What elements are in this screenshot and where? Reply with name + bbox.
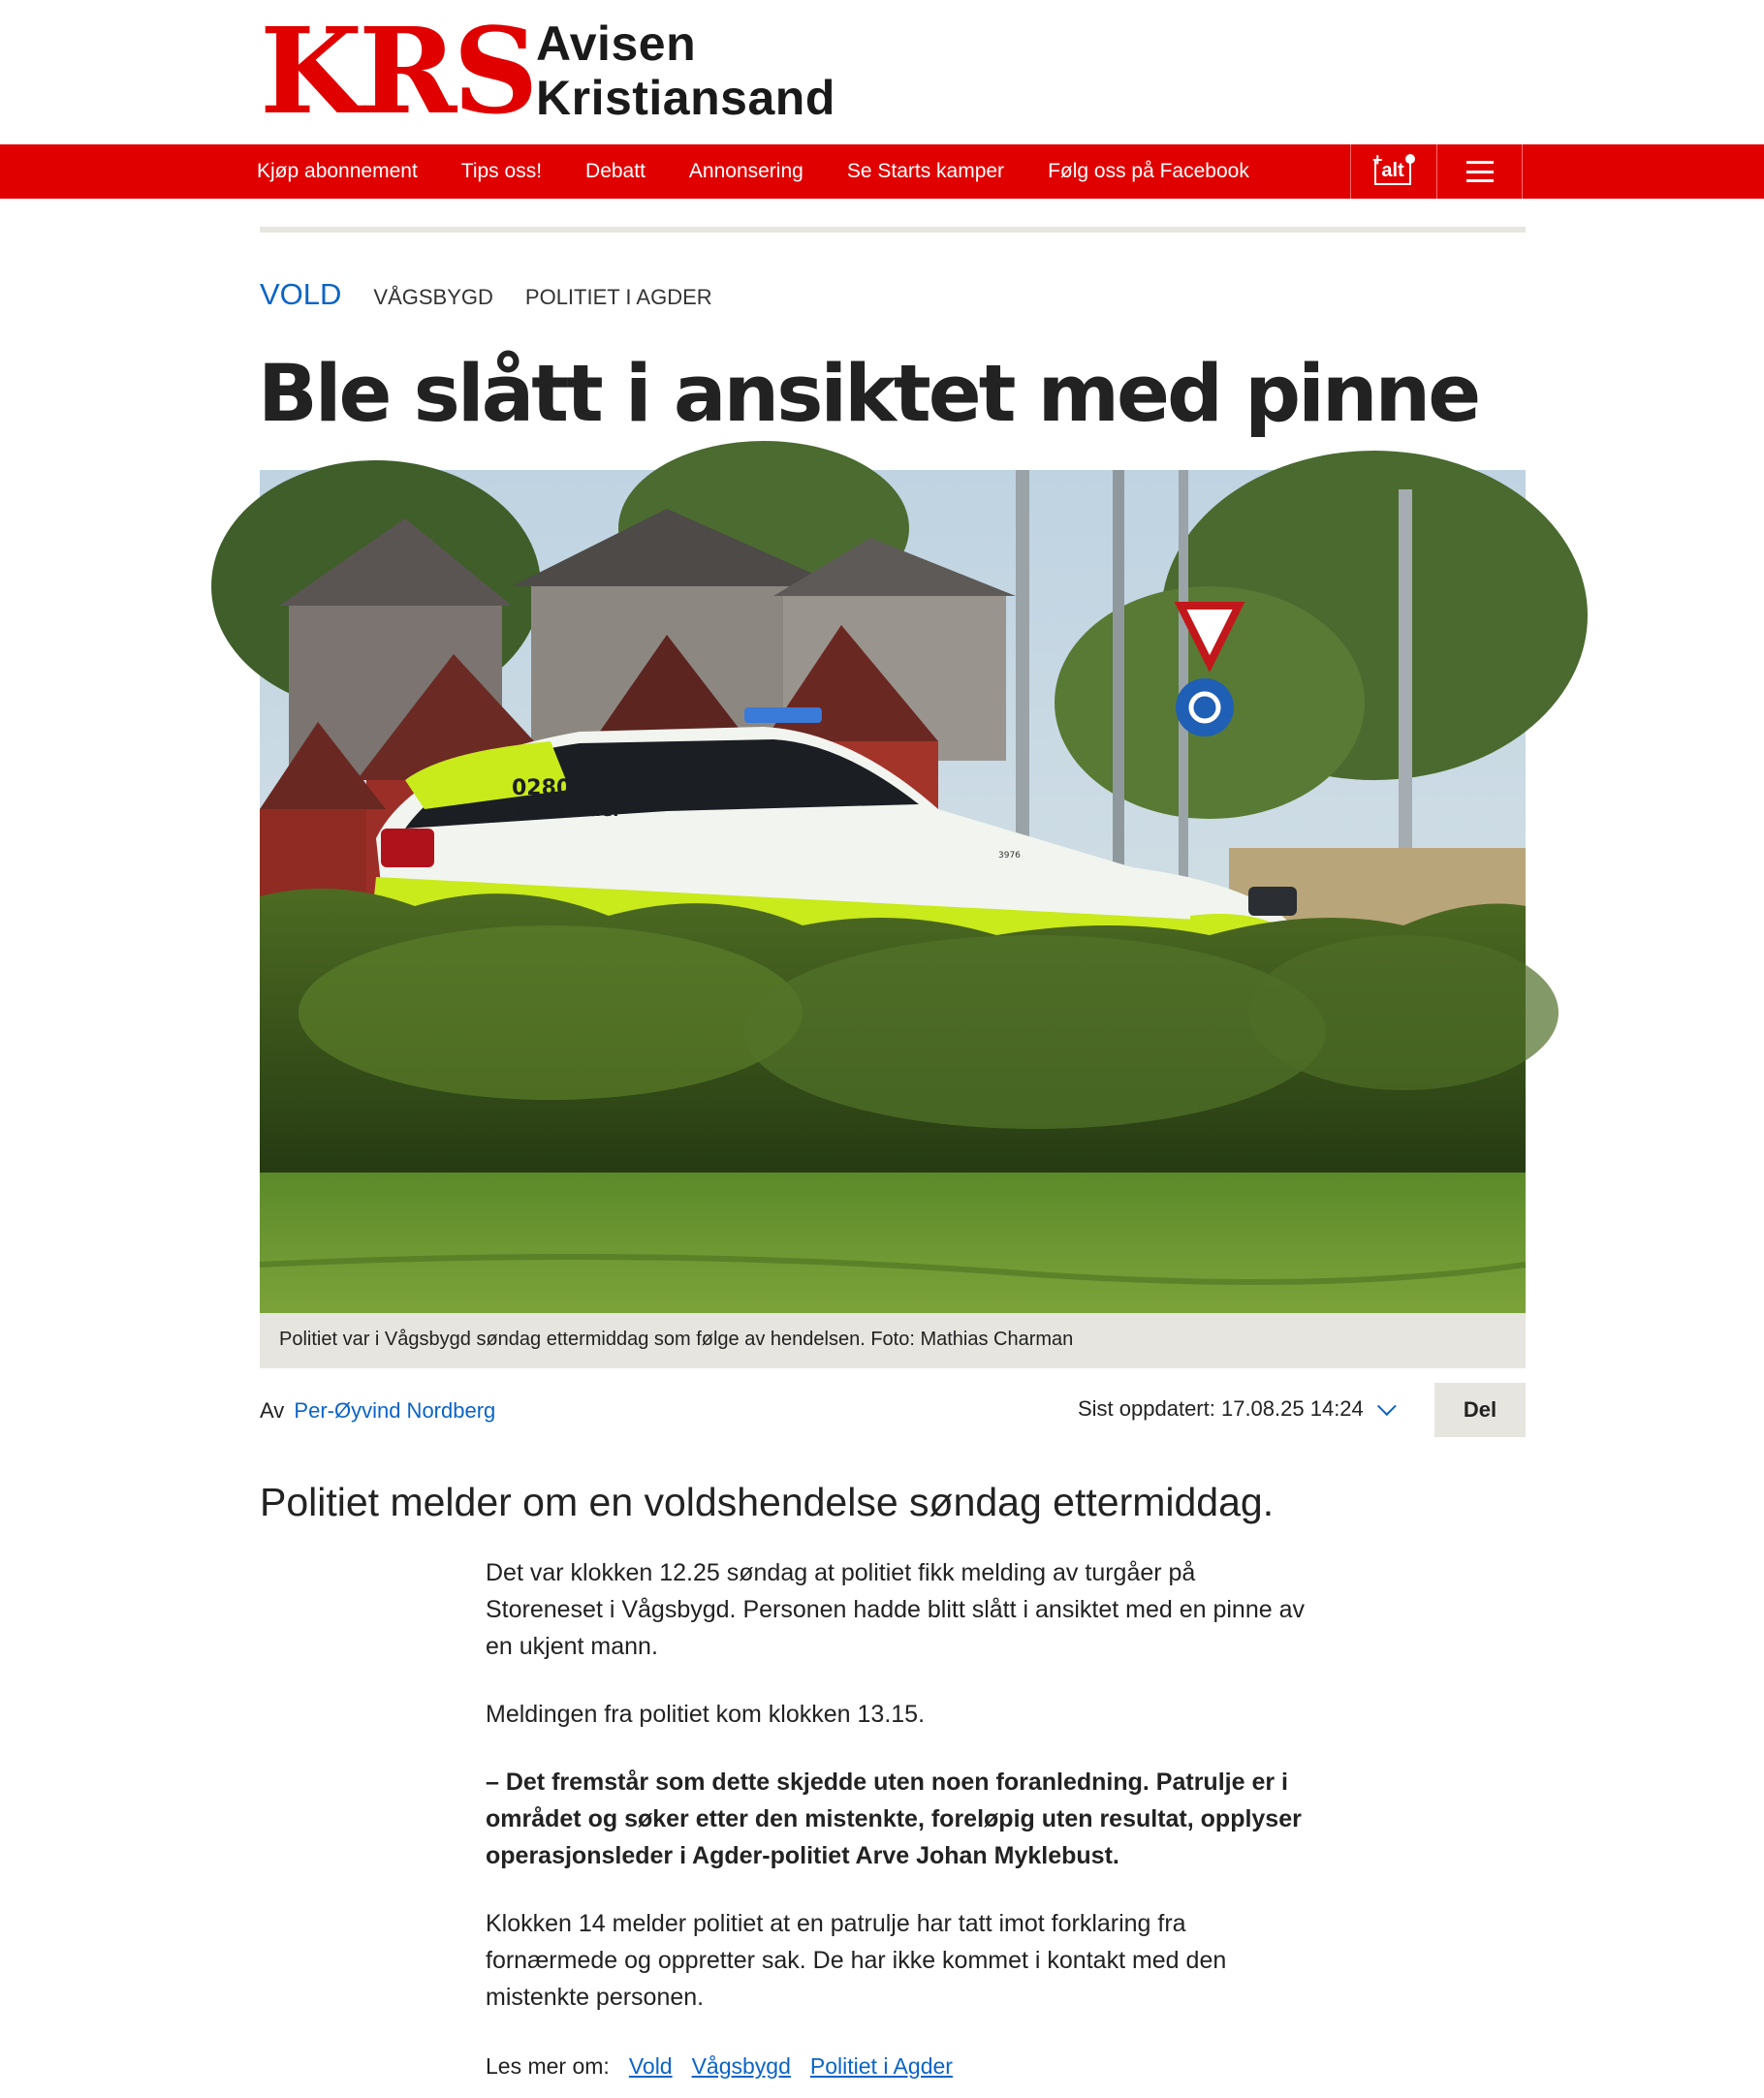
image-caption: Politiet var i Vågsbygd søndag ettermiddag som følge av hendelsen. Foto: Mathias Charman: [260, 1313, 1526, 1368]
main-nav: [0, 144, 1764, 199]
article-tags: [260, 277, 744, 312]
tag-vold[interactable]: VOLD: [260, 277, 342, 311]
menu-button[interactable]: [1436, 144, 1523, 199]
author-link[interactable]: Per-Øyvind Nordberg: [294, 1398, 496, 1423]
nav-item-annonsering[interactable]: Annonsering: [688, 160, 803, 182]
nav-item-facebook[interactable]: Følg oss på Facebook: [1048, 160, 1249, 182]
article-image[interactable]: [260, 470, 1526, 1313]
byline-prefix: Av: [260, 1398, 285, 1423]
read-more: [486, 2053, 953, 2080]
svg-text:02800: 02800: [512, 776, 586, 800]
masthead[interactable]: [260, 1, 835, 141]
nav-item-tips-oss[interactable]: Tips oss!: [460, 160, 543, 182]
krs-logo[interactable]: [260, 1, 535, 141]
read-more-label: Les mer om:: [486, 2053, 610, 2079]
nav-item-debatt[interactable]: Debatt: [585, 160, 646, 182]
svg-text:Innsats leder: Innsats leder: [492, 800, 622, 821]
read-more-link-vold[interactable]: Vold: [628, 2053, 673, 2079]
body-paragraph: Klokken 14 melder politiet at en patrulje har tatt imot forklaring fra fornærmede og oppretter sak. De har ikke kommet i kontakt med den mistenkte personen.: [486, 1910, 1227, 2011]
article-body: [486, 1554, 1309, 2047]
police-car-photo: [260, 470, 1526, 1313]
share-button[interactable]: Del: [1434, 1383, 1526, 1437]
site-title-line2: Kristiansand: [536, 71, 835, 125]
article-lead: Politiet melder om en voldshendelse søndag ettermiddag.: [260, 1480, 1275, 1524]
svg-text:3976: 3976: [998, 851, 1021, 861]
site-title-line1: Avisen: [536, 16, 697, 71]
article-headline: Ble slått i ansiktet med pinne: [258, 349, 1479, 440]
alt-button[interactable]: [1350, 144, 1436, 199]
alt-icon: + alt: [1372, 154, 1415, 189]
body-paragraph: Det var klokken 12.25 søndag at politiet fikk melding av turgåer på Storeneset i Vågsbygd. Personen hadde blitt slått i ansiktet med en pinne av en ukjent mann.: [486, 1559, 1305, 1660]
krs-logo-icon: [260, 1, 535, 141]
body-quote: – Det fremstår som dette skjedde uten noen foranledning. Patrulje er i området og søker etter den mistenkte, foreløpig uten resultat, opplyser operasjonsleder i Agder-politiet Arve Johan Myklebust.: [486, 1769, 1302, 1869]
body-paragraph: Meldingen fra politiet kom klokken 13.15.: [486, 1701, 926, 1728]
read-more-link-politiet-i-agder[interactable]: Politiet i Agder: [809, 2053, 953, 2079]
nav-item-kjop-abonnement[interactable]: Kjøp abonnement: [257, 160, 418, 182]
updated-toggle[interactable]: [1078, 1396, 1391, 1422]
tag-vagsbygd[interactable]: VÅGSBYGD: [373, 285, 493, 309]
hamburger-icon: [1466, 161, 1494, 182]
byline: [260, 1398, 495, 1424]
divider: [260, 227, 1526, 233]
site-title: [536, 16, 835, 125]
chevron-down-icon: [1377, 1396, 1397, 1416]
read-more-link-vagsbygd[interactable]: Vågsbygd: [691, 2053, 791, 2079]
tag-politiet-i-agder[interactable]: POLITIET I AGDER: [524, 285, 712, 309]
nav-item-se-starts-kamper[interactable]: Se Starts kamper: [846, 160, 1005, 182]
svg-text:KRS: KRS: [260, 1, 535, 141]
updated-text: Sist oppdatert: 17.08.25 14:24: [1078, 1396, 1364, 1421]
